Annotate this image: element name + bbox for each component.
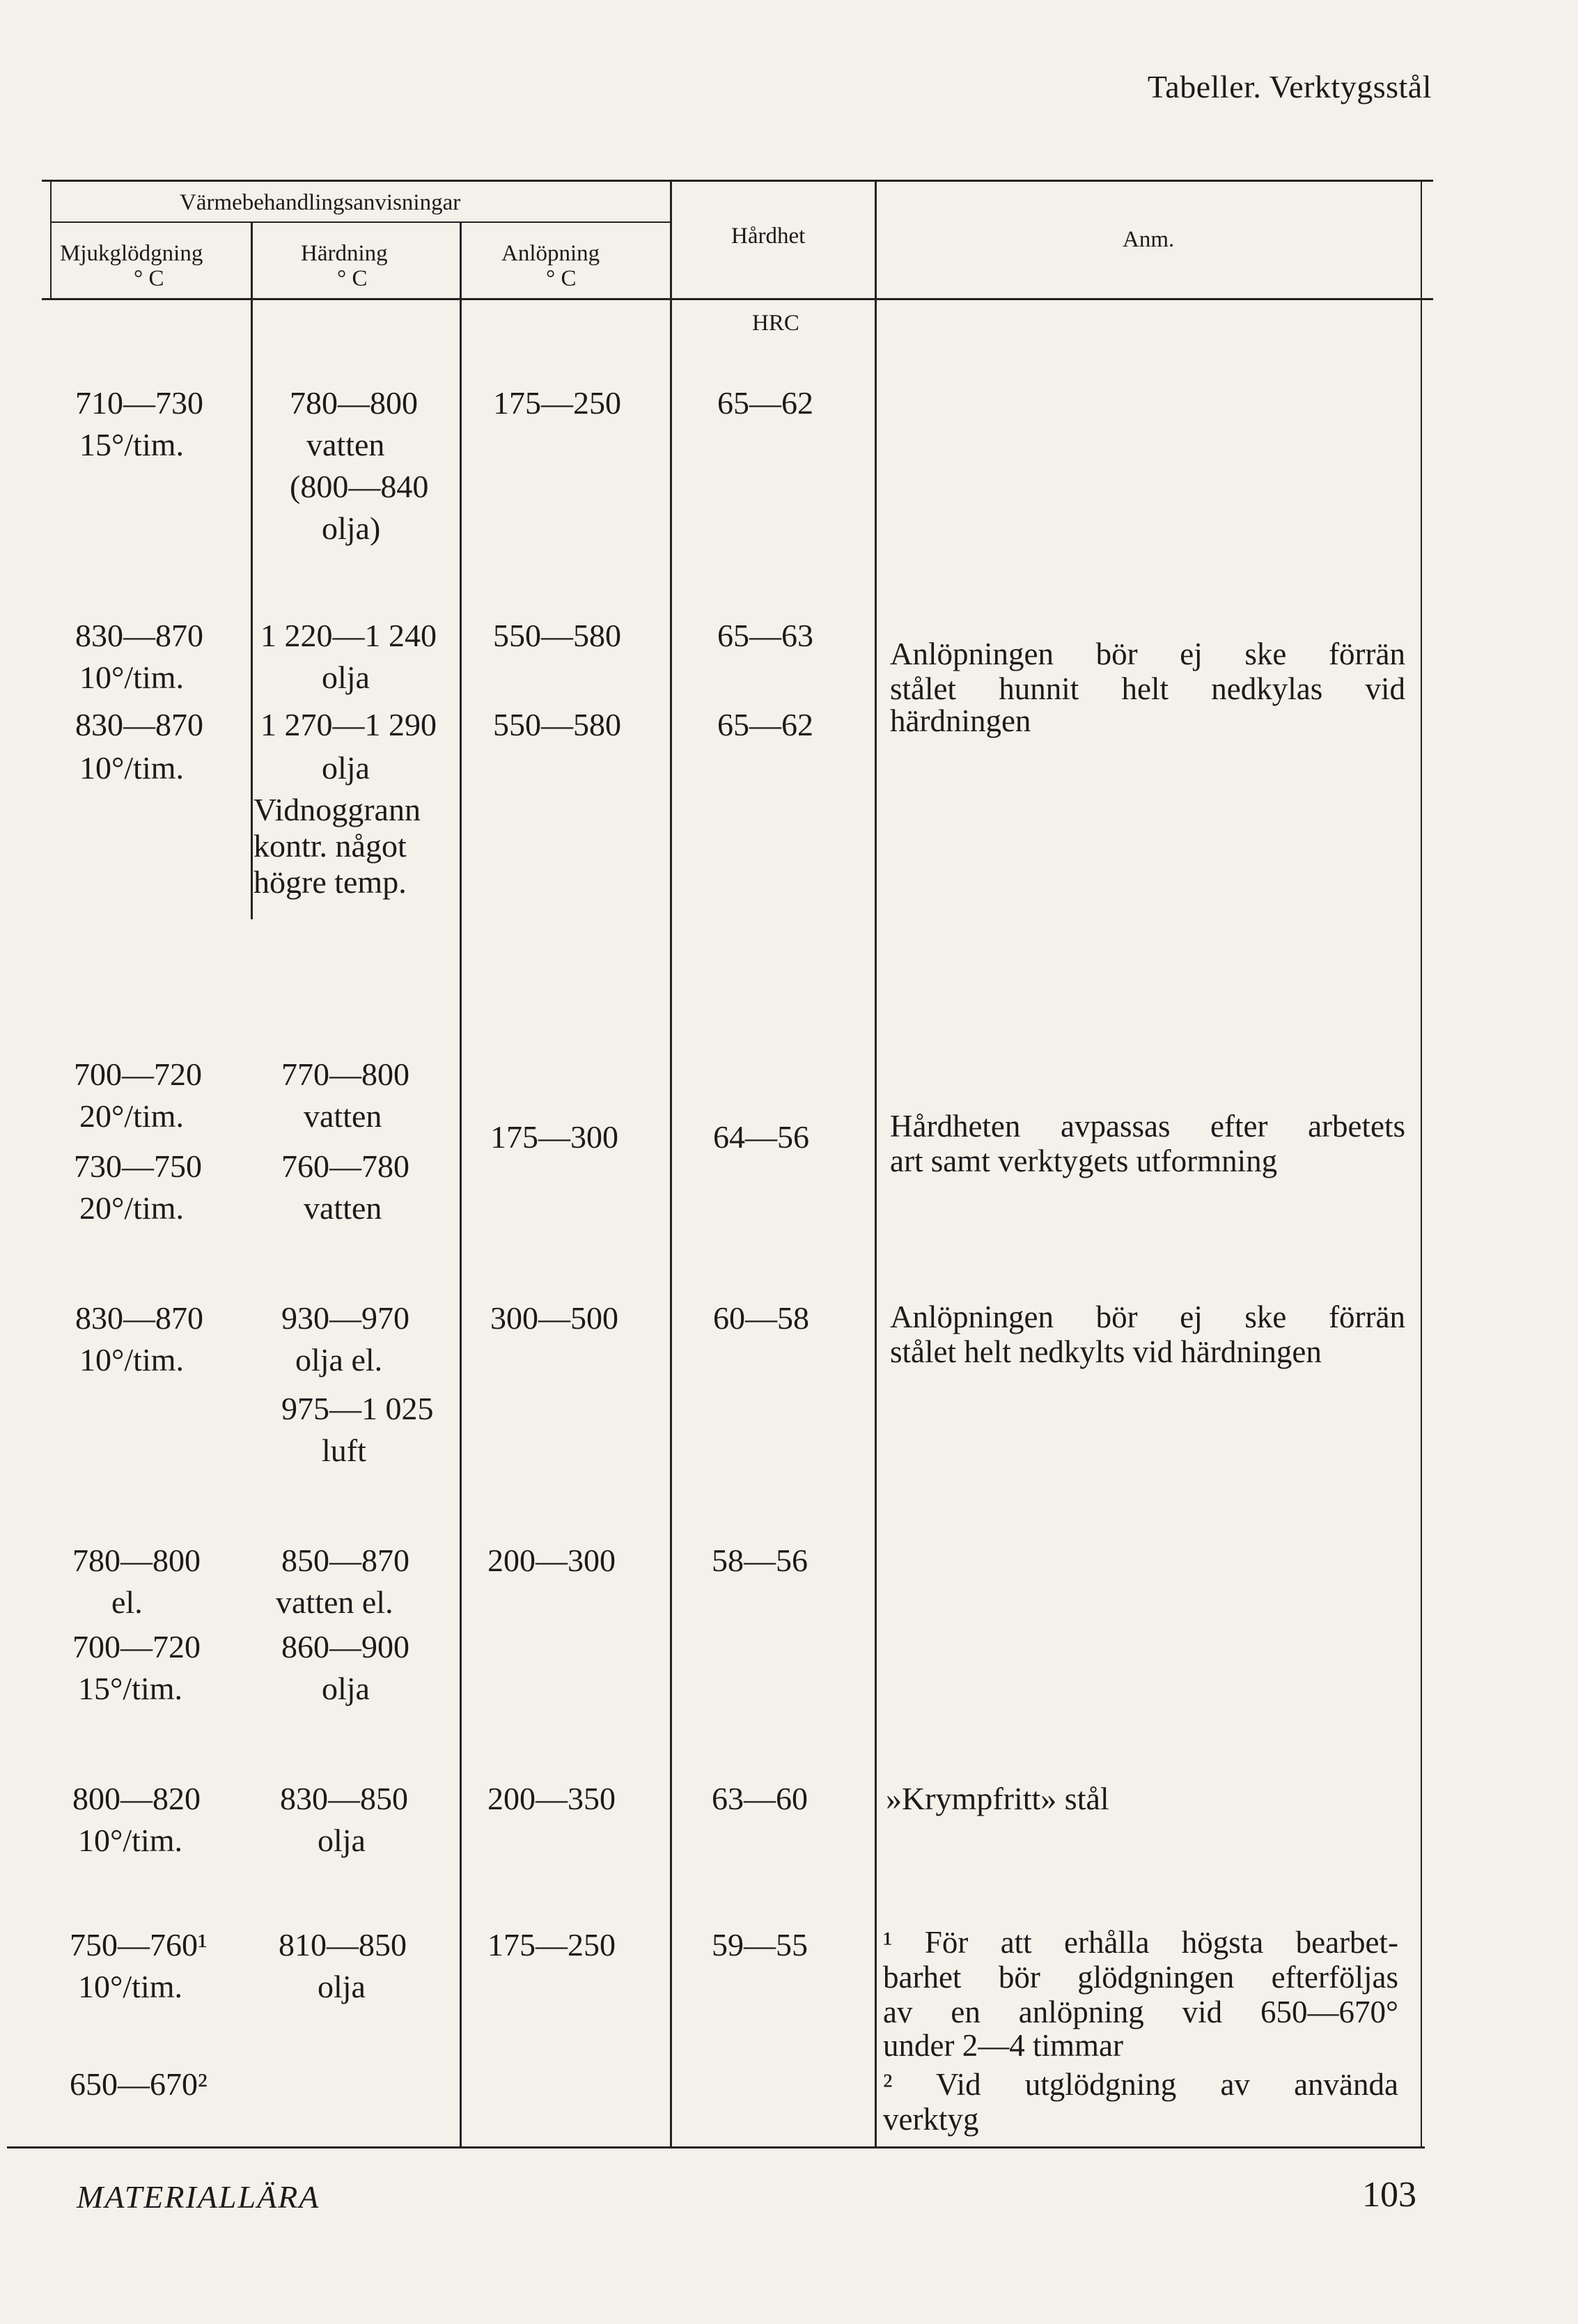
row2-hard-3: olja [322,750,370,786]
row2-hard-6: högre temp. [253,864,407,900]
row1-hard-3: olja) [322,510,381,546]
row7-mjuk-2: 650—670² [70,2066,208,2102]
row7-anm-2: av en anlöpning vid 650—670° [883,1995,1398,2029]
table-top-rule [42,180,1433,182]
row1-mjuk-0: 710—730 [75,385,203,421]
row7-anlop-0: 175—250 [487,1927,616,1963]
row1-hardhet-0: 65—62 [717,385,813,421]
header-mjuk-unit: ° C [134,266,164,291]
row3-mjuk-2: 730—750 [74,1148,202,1184]
row4-anlop-0: 300—500 [490,1300,618,1336]
header-hrc: HRC [752,311,799,336]
row4-hard-2: 975—1 025 [281,1391,434,1426]
footer-page-number: 103 [1362,2175,1416,2215]
row3-anm-1: art samt verktygets utformning [890,1144,1278,1178]
row2-anm-1: stålet hunnit helt nedkylas vid [890,671,1405,706]
row2-hard-2: 1 270—1 290 [260,707,437,742]
row1-hard-0: 780—800 [290,385,418,421]
row5-hard-1: vatten el. [276,1584,393,1620]
row3-mjuk-3: 20°/tim. [79,1190,185,1226]
row3-mjuk-0: 700—720 [74,1056,202,1092]
row1-anlop-0: 175—250 [493,385,621,421]
row6-hard-1: olja [318,1823,366,1858]
row2-hard-1: olja [322,660,370,695]
row1-hard-1: vatten [306,427,385,462]
header-anlop-unit: ° C [546,266,577,291]
row7-hard-1: olja [318,1969,366,2004]
row3-anlop-0: 175—300 [490,1119,618,1155]
row7-hard-0: 810—850 [279,1927,407,1963]
row4-mjuk-0: 830—870 [75,1300,203,1336]
row4-hard-0: 930—970 [281,1300,409,1336]
header-hardhet: Hårdhet [731,224,806,249]
row5-mjuk-0: 780—800 [72,1543,201,1578]
row3-hard-0: 770—800 [281,1056,409,1092]
row2-mjuk-0: 830—870 [75,618,203,653]
row7-mjuk-0: 750—760¹ [70,1927,208,1963]
col-rule-right [1421,180,1422,2146]
col-rule-4 [875,180,877,2146]
group-title-rule [50,221,671,223]
row4-anm-0: Anlöpningen bör ej ske förrän [890,1300,1405,1334]
row5-hard-0: 850—870 [281,1543,409,1578]
row7-anm-1: barhet bör glödgningen efterföljas [883,1960,1398,1995]
running-head: Tabeller. Verktygsstål [1147,69,1432,104]
row6-anlop-0: 200—350 [487,1781,616,1816]
header-mjukglodgning: Mjukglödgning [60,241,203,266]
row1-mjuk-1: 15°/tim. [79,427,185,462]
row2-hard-0: 1 220—1 240 [260,618,437,653]
row2-hard-4: Vidnoggrann [253,792,421,827]
row3-anm-0: Hårdheten avpassas efter arbetets [890,1109,1405,1144]
row3-hardhet-0: 64—56 [713,1119,809,1155]
header-hard-unit: ° C [337,266,368,291]
row2-hard-5: kontr. något [253,828,407,864]
row2-mjuk-3: 10°/tim. [79,750,185,786]
row5-anlop-0: 200—300 [487,1543,616,1578]
row7-anm-0: ¹ För att erhålla högsta bearbet- [883,1925,1398,1960]
row4-hard-3: luft [322,1433,366,1468]
row4-hard-1: olja el. [295,1342,383,1378]
row6-hardhet-0: 63—60 [712,1781,808,1816]
row5-mjuk-2: 700—720 [72,1629,201,1664]
row6-mjuk-0: 800—820 [72,1781,201,1816]
row2-anm-2: härdningen [890,703,1031,738]
row5-mjuk-1: el. [111,1584,143,1620]
row2-anlop-0: 550—580 [493,618,621,653]
row4-anm-1: stålet helt nedkylts vid härdningen [890,1334,1322,1369]
table-bottom-rule [7,2146,1425,2148]
row2-anm-0: Anlöpningen bör ej ske förrän [890,637,1405,671]
row2-mjuk-2: 830—870 [75,707,203,742]
row7-anm-4: ² Vid utglödgning av använda [883,2067,1398,2102]
row7-mjuk-1: 10°/tim. [78,1969,183,2004]
row5-mjuk-3: 15°/tim. [78,1671,183,1706]
row4-mjuk-1: 10°/tim. [79,1342,185,1378]
row7-anm-5: verktyg [883,2102,979,2137]
row3-mjuk-1: 20°/tim. [79,1098,185,1134]
footer-book-title: MATERIALLÄRA [77,2179,320,2215]
row6-hard-0: 830—850 [280,1781,408,1816]
header-hardning: Härdning [301,241,388,266]
row6-anm-0: »Krympfritt» stål [886,1781,1109,1816]
row2-anlop-1: 550—580 [493,707,621,742]
col-rule-3 [670,180,672,2146]
col-rule-1 [251,223,253,919]
row2-hardhet-1: 65—62 [717,707,813,742]
row5-hard-3: olja [322,1671,370,1706]
row7-hardhet-0: 59—55 [712,1927,808,1963]
header-group-title: Värmebehandlingsanvisningar [180,190,461,215]
header-anm: Anm. [1123,227,1175,252]
row2-mjuk-1: 10°/tim. [79,660,185,695]
col-rule-left [50,180,52,298]
row5-hardhet-0: 58—56 [712,1543,808,1578]
row3-hard-1: vatten [304,1098,382,1134]
col-rule-2 [460,223,462,2146]
row1-hard-2: (800—840 [290,469,429,504]
row3-hard-2: 760—780 [281,1148,409,1184]
row2-hardhet-0: 65—63 [717,618,813,653]
row5-hard-2: 860—900 [281,1629,409,1664]
header-anlopning: Anlöpning [501,241,600,266]
row6-mjuk-1: 10°/tim. [78,1823,183,1858]
row3-hard-3: vatten [304,1190,382,1226]
row4-hardhet-0: 60—58 [713,1300,809,1336]
row7-anm-3: under 2—4 timmar [883,2028,1123,2063]
